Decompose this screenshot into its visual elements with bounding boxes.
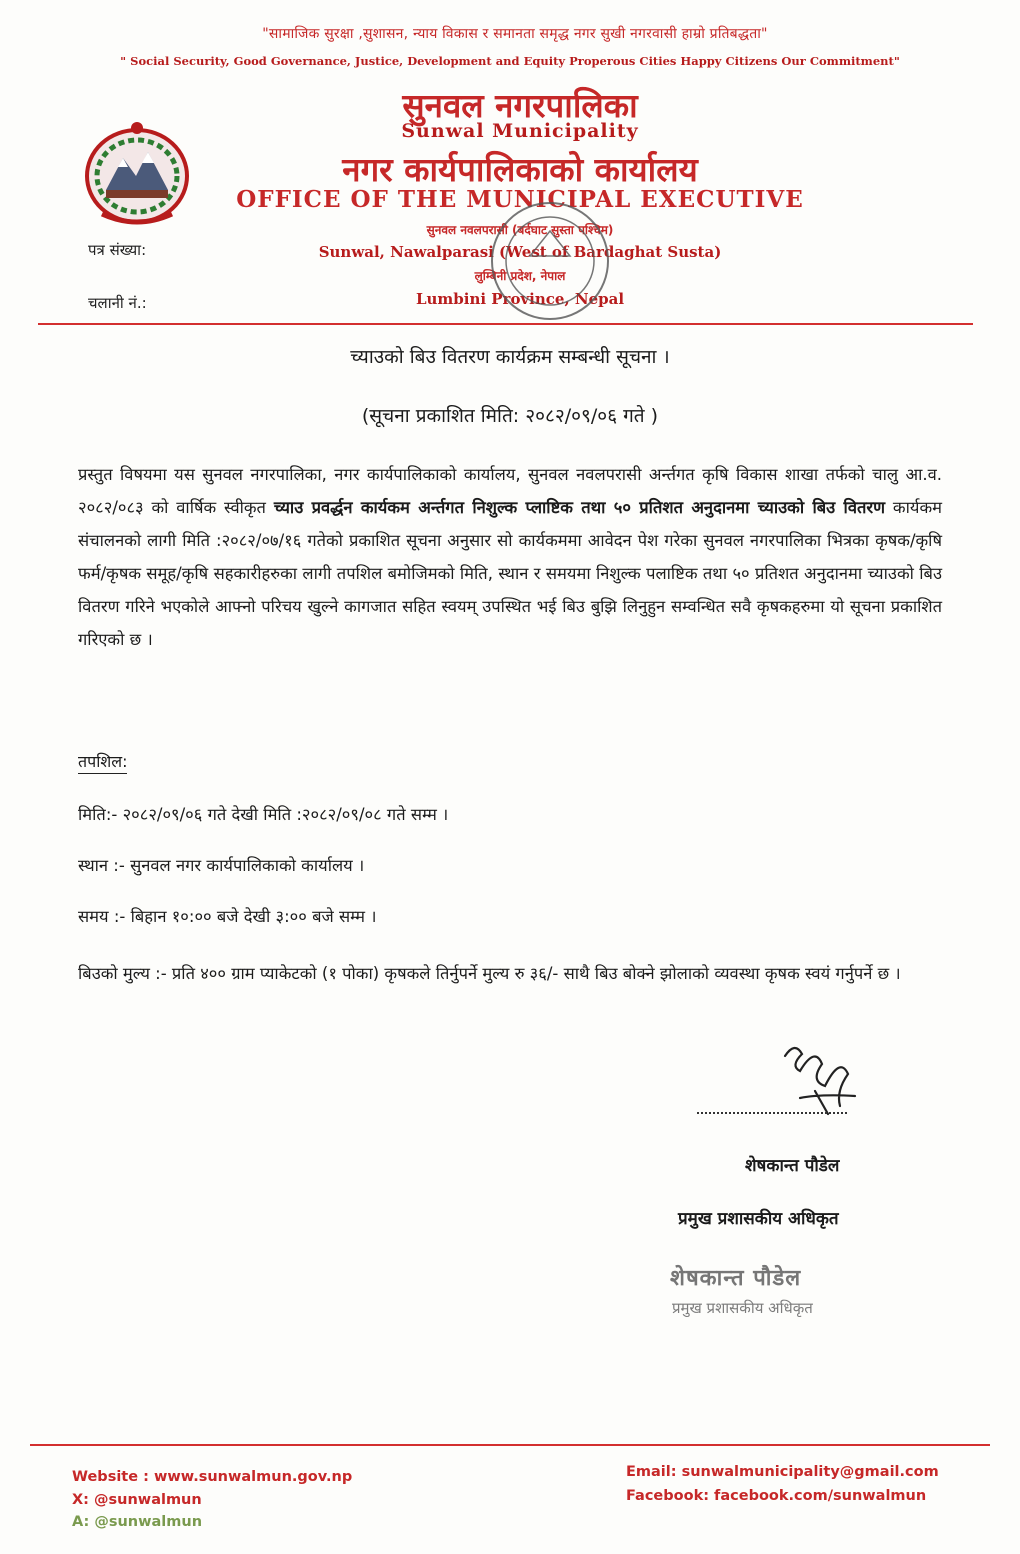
- detail-price: बिउको मुल्य :- प्रति ४०० ग्राम प्याकेटको (१ पोका) कृषकले तिर्नुपर्ने मुल्य रु ३६/- साथै बिउ बोक्ने झोलाको व्यवस्था कृषक स्वयं गर्नुपर्ने छ ।: [78, 964, 901, 983]
- province-english: Lumbini Province, Nepal: [415, 290, 625, 308]
- signatory-title: प्रमुख प्रशासकीय अधिकृत: [678, 1209, 839, 1229]
- address-english: Sunwal, Nawalparasi (West of Bardaghat Susta): [318, 243, 722, 261]
- address-nepali: सुनवल नवलपरासी (बर्दघाट सुस्ता पश्चिम): [426, 223, 614, 237]
- municipality-name-english: Sunwal Municipality: [401, 120, 639, 142]
- nepal-emblem-icon: [78, 118, 196, 230]
- dispatch-number-label: चलानी नं.:: [88, 294, 147, 312]
- footer-a-handle: A: @sunwalmun: [72, 1514, 203, 1530]
- office-stamp-icon: [480, 186, 620, 336]
- header-divider: [38, 323, 973, 325]
- municipality-name-nepali: सुनवल नगरपालिका: [402, 86, 638, 125]
- motto-nepali: "सामाजिक सुरक्षा ,सुशासन, न्याय विकास र समानता समृद्ध नगर सुखी नगरवासी हाम्रो प्रतिबद्धता": [262, 26, 768, 42]
- footer-divider: [30, 1444, 990, 1446]
- province-nepali: लुम्बिनी प्रदेश, नेपाल: [474, 269, 566, 283]
- office-name-english: OFFICE OF THE MUNICIPAL EXECUTIVE: [236, 186, 804, 213]
- footer-x-handle: X: @sunwalmun: [72, 1492, 202, 1508]
- detail-place: स्थान :- सुनवल नगर कार्यपालिकाको कार्यालय ।: [78, 856, 365, 875]
- detail-time: समय :- बिहान १०:०० बजे देखी ३:०० बजे सम्म ।: [78, 907, 377, 926]
- motto-english: " Social Security, Good Governance, Justice, Development and Equity Properous Cities Happy Citizens Our Commitment": [120, 54, 900, 68]
- notice-published-date: (सूचना प्रकाशित मिति: २०८२/०९/०६ गते ): [361, 405, 659, 427]
- seal-name: शेषकान्त पौडेल: [670, 1266, 802, 1291]
- notice-body-part2: कार्यकम संचालनको लागी मिति :२०८२/०७/१६ गतेको प्रकाशित सूचना अनुसार सो कार्यकममा आवेदन पेश गरेका सुनवल नगरपालिका भित्रका कृषक/कृषि फर्म/कृषक समूह/कृषि सहकारीहरुका लागी तपशिल बमोजिमको मिति, स्थान र समयमा निशुल्क पलाष्टिक तथा ५० प्रतिशत अनुदानमा च्याउको बिउ वितरण गरिने भएकोले आफ्नो परिचय खुल्ने कागजात सहित स्वयम् उपस्थित भई बिउ बुझि लिनुहुन सम्वन्धित सवै कृषकहरुमा यो सूचना प्रकाशित गरिएको छ ।: [78, 498, 942, 649]
- signature-icon: [770, 1036, 870, 1116]
- footer-facebook: Facebook: facebook.com/sunwalmun: [626, 1488, 927, 1504]
- footer-website: Website : www.sunwalmun.gov.np: [72, 1469, 353, 1485]
- notice-body-part1: प्रस्तुत विषयमा यस सुनवल नगरपालिका, नगर कार्यपालिकाको कार्यालय, सुनवल नवलपरासी अर्न्तगत कृषि विकास शाखा तर्फको चालु आ.व. २०८२/०८३ को वार्षिक स्वीकृत: [78, 465, 942, 517]
- notice-body-bold: च्याउ प्रवर्द्धन कार्यकम अर्न्तगत निशुल्क प्लाष्टिक तथा ५० प्रतिशत अनुदानमा च्याउको बिउ वितरण: [273, 498, 886, 517]
- letter-number-label: पत्र संख्या:: [88, 241, 147, 259]
- signature-line: [697, 1112, 847, 1114]
- signatory-name: शेषकान्त पौडेल: [745, 1156, 840, 1176]
- notice-body: [78, 458, 942, 656]
- seal-title: प्रमुख प्रशासकीय अधिकृत: [672, 1299, 813, 1317]
- office-name-nepali: नगर कार्यपालिकाको कार्यालय: [342, 150, 698, 189]
- details-heading: तपशिल:: [78, 750, 127, 774]
- notice-title: च्याउको बिउ वितरण कार्यक्रम सम्बन्धी सूचना ।: [350, 346, 670, 368]
- footer-email: Email: sunwalmunicipality@gmail.com: [626, 1464, 939, 1480]
- detail-date: मिति:- २०८२/०९/०६ गते देखी मिति :२०८२/०९/०८ गते सम्म ।: [78, 805, 449, 824]
